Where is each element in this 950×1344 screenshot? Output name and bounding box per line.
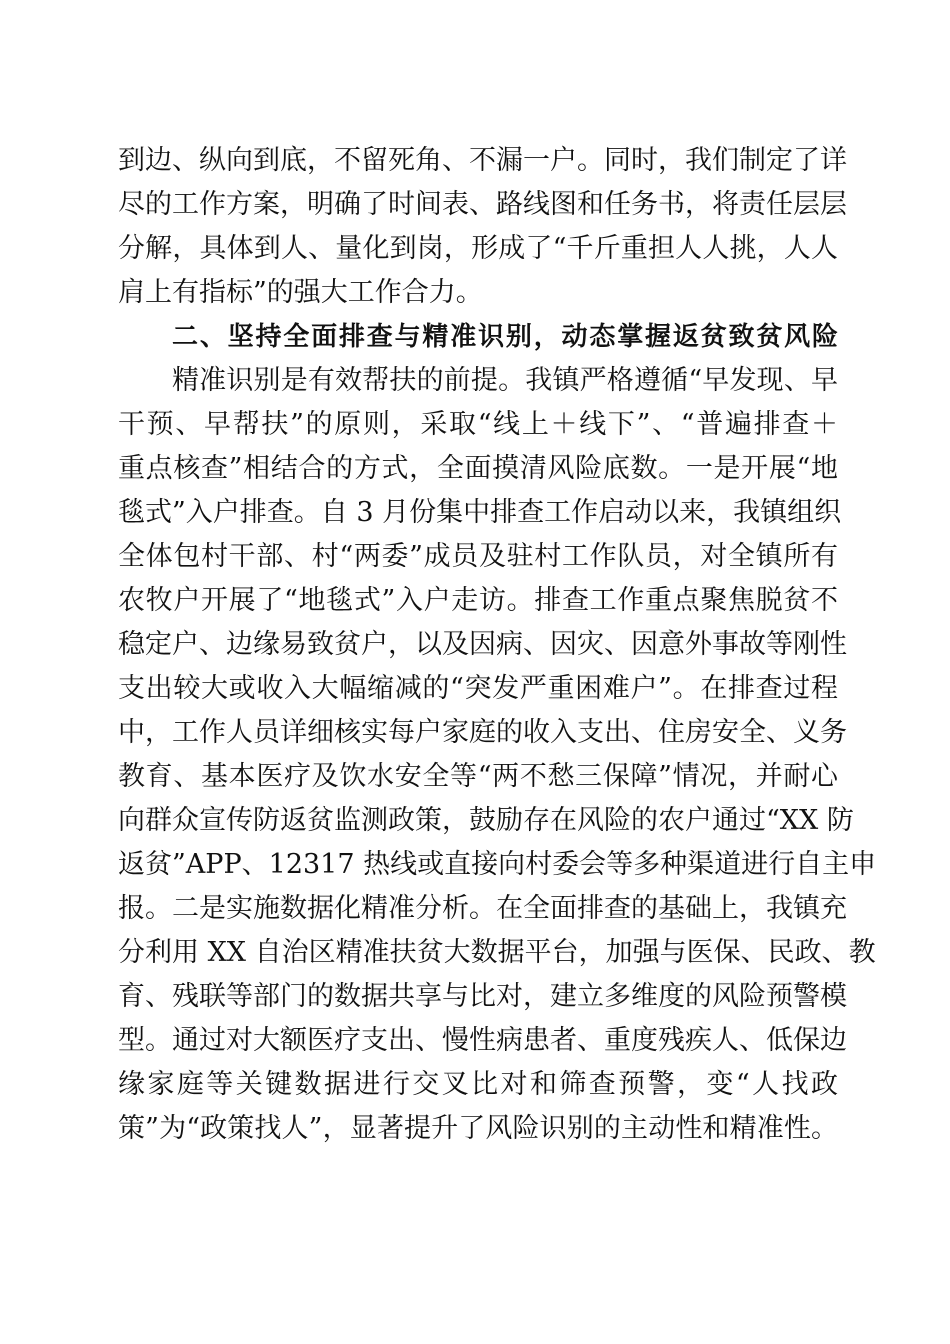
paragraph-line: 全体包村干部、村“两委”成员及驻村工作队员，对全镇所有: [118, 541, 838, 572]
paragraph-line: 支出较大或收入大幅缩减的“突发严重困难户”。在排查过程: [118, 673, 838, 704]
paragraph-line: 毯式”入户排查。自 3 月份集中排查工作启动以来，我镇组织: [118, 497, 842, 528]
paragraph-line: 策”为“政策找人”，显著提升了风险识别的主动性和精准性。: [118, 1113, 838, 1144]
paragraph-line: 精准识别是有效帮扶的前提。我镇严格遵循“早发现、早: [172, 365, 838, 396]
paragraph-line: 缘家庭等关键数据进行交叉比对和筛查预警，变“人找政: [118, 1069, 838, 1100]
paragraph-line: 报。二是实施数据化精准分析。在全面排查的基础上，我镇充: [118, 893, 847, 924]
paragraph-line: 向群众宣传防返贫监测政策，鼓励存在风险的农户通过“XX 防: [118, 805, 854, 836]
section-heading: 二、坚持全面排查与精准识别，动态掌握返贫致贫风险: [172, 322, 838, 352]
paragraph-line: 育、残联等部门的数据共享与比对，建立多维度的风险预警模: [118, 981, 847, 1012]
paragraph-line: 农牧户开展了“地毯式”入户走访。排查工作重点聚焦脱贫不: [118, 585, 838, 616]
paragraph-line: 分利用 XX 自治区精准扶贫大数据平台，加强与医保、民政、教: [118, 937, 876, 968]
paragraph-line: 重点核查”相结合的方式，全面摸清风险底数。一是开展“地: [118, 453, 838, 484]
paragraph-line: 分解，具体到人、量化到岗，形成了“千斤重担人人挑，人人: [118, 233, 838, 264]
paragraph-line: 尽的工作方案，明确了时间表、路线图和任务书，将责任层层: [118, 189, 847, 220]
paragraph-line: 返贫”APP、12317 热线或直接向村委会等多种渠道进行自主申: [118, 849, 877, 880]
paragraph-line: 稳定户、边缘易致贫户，以及因病、因灾、因意外事故等刚性: [118, 629, 847, 660]
paragraph-line: 干预、早帮扶”的原则，采取“线上＋线下”、“普遍排查＋: [118, 409, 838, 440]
paragraph-line: 中，工作人员详细核实每户家庭的收入支出、住房安全、义务: [118, 717, 847, 748]
paragraph-line: 型。通过对大额医疗支出、慢性病患者、重度残疾人、低保边: [118, 1025, 847, 1056]
paragraph-line: 教育、基本医疗及饮水安全等“两不愁三保障”情况，并耐心: [118, 761, 838, 792]
paragraph-line: 肩上有指标”的强大工作合力。: [118, 277, 483, 308]
paragraph-line: 到边、纵向到底，不留死角、不漏一户。同时，我们制定了详: [118, 145, 847, 176]
